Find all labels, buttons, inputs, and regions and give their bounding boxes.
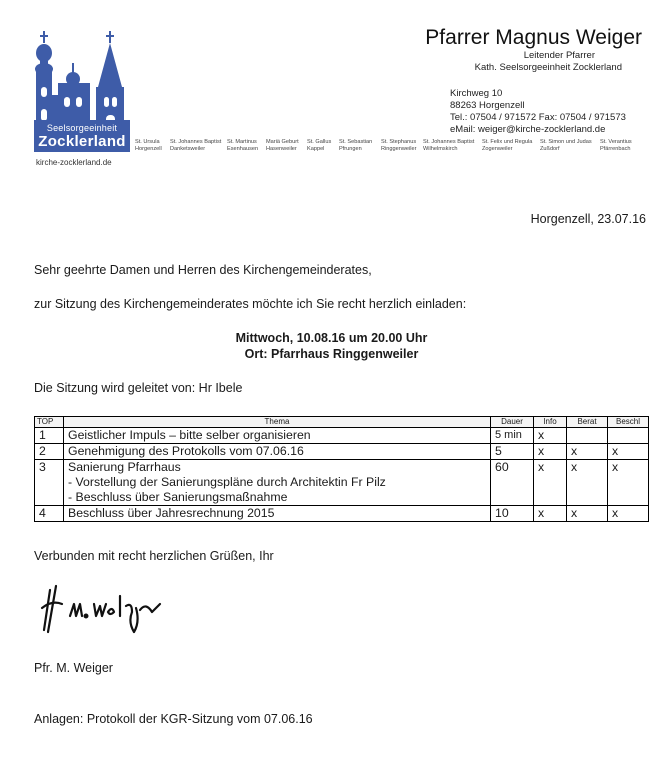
row-berat: x <box>567 444 608 460</box>
logo-line-2: Zocklerland <box>38 133 126 150</box>
header-topic: Thema <box>64 417 491 428</box>
row-beschl: x <box>608 460 649 506</box>
row-topic: Geistlicher Impuls – bitte selber organisieren <box>64 428 491 444</box>
row-beschl: x <box>608 444 649 460</box>
parish-item: St. Felix und Regula Zogenweiler <box>482 139 533 152</box>
row-topic: Sanierung Pfarrhaus - Vorstellung der Sanierungspläne durch Architektin Fr Pilz - Beschluss über Sanierungsmaßnahme <box>64 460 491 506</box>
parish-item: St. Gallus Kappel <box>307 139 332 152</box>
row-top: 1 <box>35 428 64 444</box>
row-duration: 5 <box>491 444 534 460</box>
header-berat: Berat <box>567 417 608 428</box>
agenda-header-row <box>35 417 649 428</box>
row-info: x <box>534 460 567 506</box>
row-beschl: x <box>608 506 649 522</box>
header-duration: Dauer <box>491 417 534 428</box>
header-beschl: Beschl <box>608 417 649 428</box>
letter-date: Horgenzell, 23.07.16 <box>530 212 646 226</box>
row-duration: 60 <box>491 460 534 506</box>
row-berat <box>567 428 608 444</box>
parish-item: St. Martinus Esenhausen <box>227 139 259 152</box>
signature-image <box>36 582 176 638</box>
row-topic: Genehmigung des Protokolls vom 07.06.16 <box>64 444 491 460</box>
table-row <box>35 444 649 460</box>
row-berat: x <box>567 460 608 506</box>
invitation-text: zur Sitzung des Kirchengemeinderates möchte ich Sie recht herzlich einladen: <box>34 297 467 311</box>
logo-url: kirche-zocklerland.de <box>36 158 112 167</box>
parish-item: St. Sebastian Pfrungen <box>339 139 373 152</box>
meeting-date: Mittwoch, 10.08.16 um 20.00 Uhr <box>235 331 428 345</box>
row-top: 2 <box>35 444 64 460</box>
table-row <box>35 460 649 506</box>
parish-item: Mariä Geburt Hasenweiler <box>266 139 299 152</box>
row-topic: Beschluss über Jahresrechnung 2015 <box>64 506 491 522</box>
pastoral-unit: Kath. Seelsorgeeinheit Zocklerland <box>474 62 622 73</box>
parish-item: St. Simon und Judas Zußdorf <box>540 139 592 152</box>
header-info: Info <box>534 417 567 428</box>
address-street: Kirchweg 10 <box>450 88 503 99</box>
parish-item: St. Johannes Baptist Danketsweiler <box>170 139 222 152</box>
agenda-table <box>34 416 649 522</box>
parish-item: St. Ursula Horgenzell <box>135 139 162 152</box>
table-row <box>35 428 649 444</box>
pastor-name: Pfarrer Magnus Weiger <box>425 26 642 49</box>
row-info: x <box>534 506 567 522</box>
row-beschl <box>608 428 649 444</box>
row-duration: 5 min <box>491 428 534 444</box>
header-top: TOP <box>35 417 64 428</box>
email: eMail: weiger@kirche-zocklerland.de <box>450 124 606 135</box>
address-city: 88263 Horgenzell <box>450 100 525 111</box>
phone-fax: Tel.: 07504 / 971572 Fax: 07504 / 971573 <box>450 112 626 123</box>
salutation: Sehr geehrte Damen und Herren des Kirchengemeinderates, <box>34 263 372 277</box>
row-info: x <box>534 428 567 444</box>
closing-text: Verbunden mit recht herzlichen Grüßen, Ihr <box>34 549 274 563</box>
logo-line-1: Seelsorgeeinheit <box>46 123 118 133</box>
row-berat: x <box>567 506 608 522</box>
parish-item: St. Verantius Pfärrenbach <box>600 139 632 152</box>
row-top: 4 <box>35 506 64 522</box>
table-row <box>35 506 649 522</box>
row-top: 3 <box>35 460 64 506</box>
attachments-note: Anlagen: Protokoll der KGR-Sitzung vom 07.06.16 <box>34 712 313 726</box>
meeting-place: Ort: Pfarrhaus Ringgenweiler <box>244 347 419 361</box>
parish-item: St. Stephanus Ringgenweiler <box>381 139 417 152</box>
parish-item: St. Johannes Baptist Wilhelmskirch <box>423 139 475 152</box>
signature-name: Pfr. M. Weiger <box>34 661 113 675</box>
pastor-role: Leitender Pfarrer <box>523 50 595 61</box>
logo-banner <box>34 120 130 152</box>
row-duration: 10 <box>491 506 534 522</box>
meeting-chair: Die Sitzung wird geleitet von: Hr Ibele <box>34 381 243 395</box>
row-info: x <box>534 444 567 460</box>
